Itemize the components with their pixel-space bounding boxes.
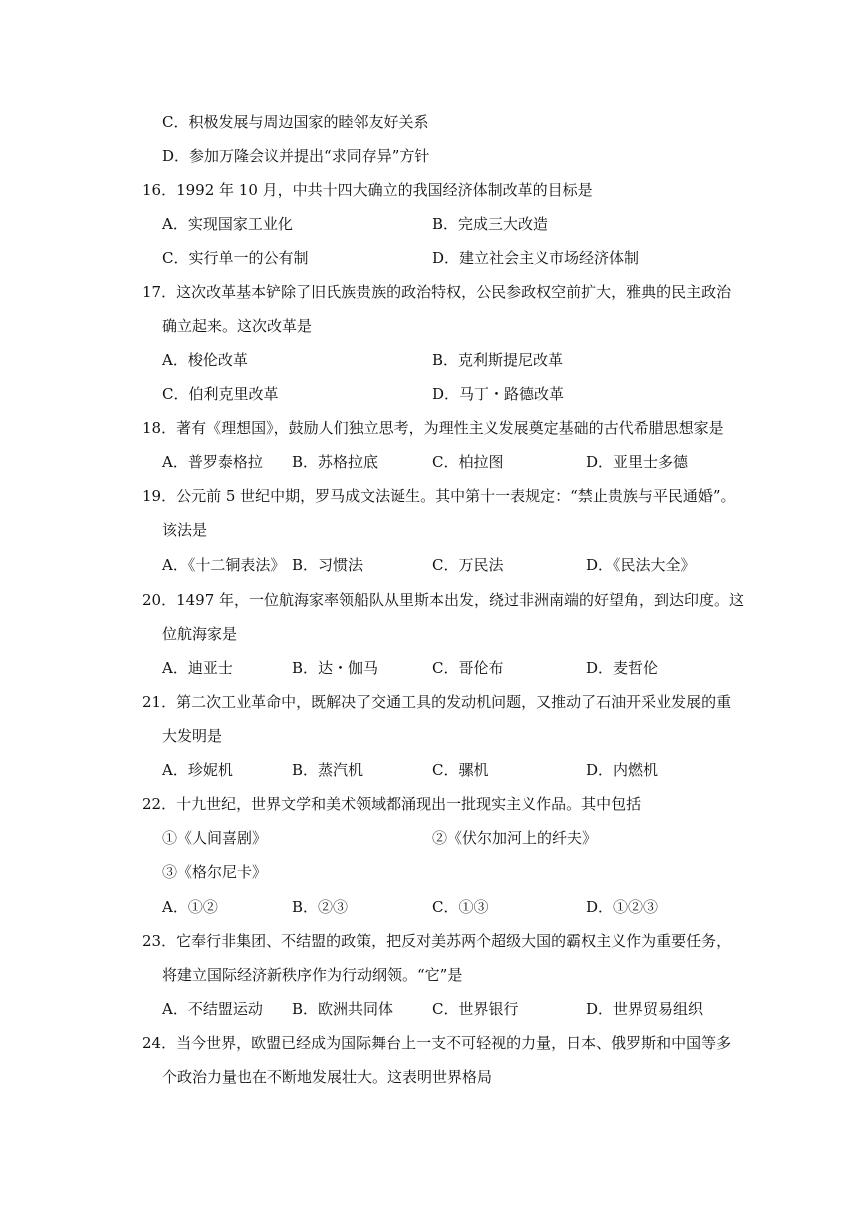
question-18: 18．著有《理想国》，鼓励人们独立思考，为理性主义发展奠定基础的古代希腊思想家是 [142, 419, 724, 437]
option-b-q19[interactable]: B．习惯法 [292, 556, 364, 574]
option-a-q23[interactable]: A．不结盟运动 [162, 1000, 263, 1018]
option-c-q15[interactable]: C．积极发展与周边国家的睦邻友好关系 [162, 113, 429, 131]
option-d-q17[interactable]: D．马丁・路德改革 [432, 385, 565, 403]
question-23: 23．它奉行非集团、不结盟的政策，把反对美苏两个超级大国的霸权主义作为重要任务， [142, 932, 732, 950]
option-c-q21[interactable]: C．骡机 [432, 761, 489, 779]
option-a-q21[interactable]: A．珍妮机 [162, 761, 233, 779]
item-2-q22: ②《伏尔加河上的纤夫》 [432, 829, 598, 847]
question-17: 17．这次改革基本铲除了旧氏族贵族的政治特权，公民参政权空前扩大，雅典的民主政治 [142, 283, 732, 301]
option-b-q20[interactable]: B．达・伽马 [292, 659, 379, 677]
option-b-q21[interactable]: B．蒸汽机 [292, 761, 364, 779]
option-d-q16[interactable]: D．建立社会主义市场经济体制 [432, 249, 640, 267]
option-d-q23[interactable]: D．世界贸易组织 [586, 1000, 704, 1018]
option-c-q22[interactable]: C．①③ [432, 898, 489, 916]
option-c-q23[interactable]: C．世界银行 [432, 1000, 519, 1018]
option-c-q19[interactable]: C．万民法 [432, 556, 504, 574]
option-c-q17[interactable]: C．伯利克里改革 [162, 385, 279, 403]
option-c-q20[interactable]: C．哥伦布 [432, 659, 504, 677]
option-a-q17[interactable]: A．梭伦改革 [162, 351, 248, 369]
question-19-continued: 该法是 [162, 521, 208, 539]
option-d-q18[interactable]: D．亚里士多德 [586, 453, 689, 471]
option-d-q20[interactable]: D．麦哲伦 [586, 659, 659, 677]
question-24: 24．当今世界，欧盟已经成为国际舞台上一支不可轻视的力量，日本、俄罗斯和中国等多 [142, 1034, 732, 1052]
option-a-q22[interactable]: A．①② [162, 898, 218, 916]
option-c-q16[interactable]: C．实行单一的公有制 [162, 249, 309, 267]
option-a-q19[interactable]: A．《十二铜表法》 [162, 556, 286, 574]
question-21: 21．第二次工业革命中，既解决了交通工具的发动机问题，又推动了石油开采业发展的重 [142, 693, 732, 711]
question-20-continued: 位航海家是 [162, 625, 238, 643]
option-d-q22[interactable]: D．①②③ [586, 898, 659, 916]
option-d-q15[interactable]: D．参加万隆会议并提出“求同存异”方针 [162, 147, 430, 165]
question-22: 22．十九世纪，世界文学和美术领域都涌现出一批现实主义作品。其中包括 [142, 795, 642, 813]
item-3-q22: ③《格尔尼卡》 [162, 863, 268, 881]
question-24-continued: 个政治力量也在不断地发展壮大。这表明世界格局 [162, 1068, 493, 1086]
option-b-q18[interactable]: B．苏格拉底 [292, 453, 379, 471]
option-d-q21[interactable]: D．内燃机 [586, 761, 659, 779]
option-b-q22[interactable]: B．②③ [292, 898, 349, 916]
question-19: 19．公元前 5 世纪中期，罗马成文法诞生。其中第十一表规定：“禁止贵族与平民通婚”。 [142, 487, 736, 505]
question-16: 16．1992 年 10 月，中共十四大确立的我国经济体制改革的目标是 [142, 181, 593, 199]
option-b-q17[interactable]: B．克利斯提尼改革 [432, 351, 564, 369]
option-b-q16[interactable]: B．完成三大改造 [432, 215, 549, 233]
question-17-continued: 确立起来。这次改革是 [162, 317, 313, 335]
option-b-q23[interactable]: B．欧洲共同体 [292, 1000, 394, 1018]
question-21-continued: 大发明是 [162, 727, 223, 745]
item-1-q22: ①《人间喜剧》 [162, 829, 268, 847]
option-a-q16[interactable]: A．实现国家工业化 [162, 215, 293, 233]
option-d-q19[interactable]: D．《民法大全》 [586, 556, 696, 574]
question-20: 20．1497 年，一位航海家率领船队从里斯本出发，绕过非洲南端的好望角，到达印度。这 [142, 591, 745, 609]
option-a-q20[interactable]: A．迪亚士 [162, 659, 233, 677]
option-a-q18[interactable]: A．普罗泰格拉 [162, 453, 263, 471]
question-23-continued: 将建立国际经济新秩序作为行动纲领。“它”是 [162, 966, 463, 984]
option-c-q18[interactable]: C．柏拉图 [432, 453, 504, 471]
